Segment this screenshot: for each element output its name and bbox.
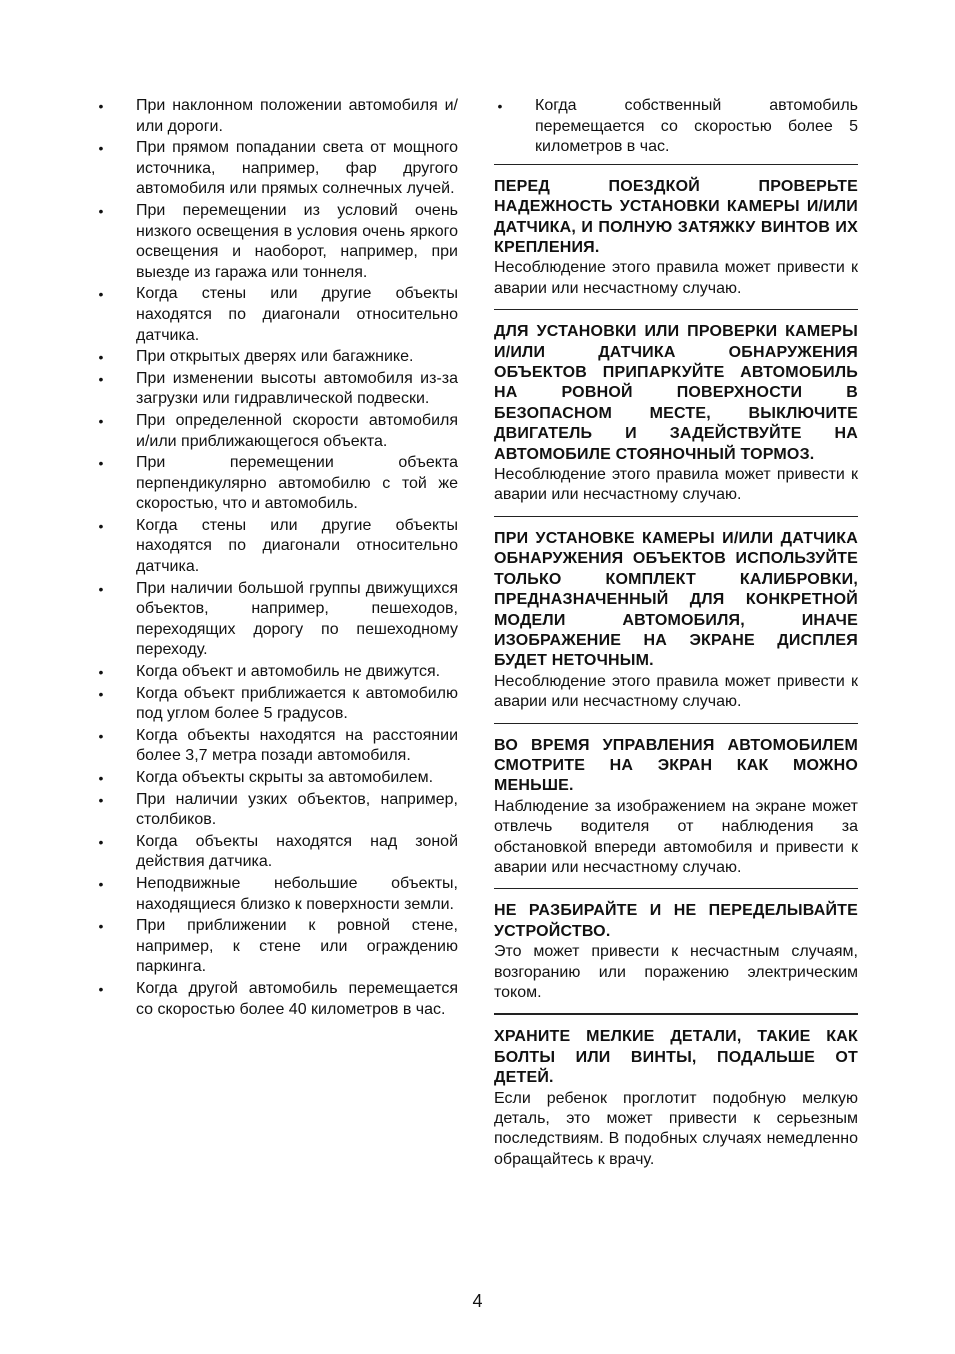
list-item-text: При изменении высоты автомобиля из-за загрузки или гидравлической подвески.: [136, 369, 458, 408]
warning-block: [494, 901, 858, 1003]
conditions-list-right: [494, 96, 858, 158]
list-item: [95, 684, 458, 725]
list-item: [95, 347, 458, 368]
divider: [494, 309, 858, 310]
warning-title: ДЛЯ УСТАНОВКИ ИЛИ ПРОВЕРКИ КАМЕРЫ И/ИЛИ ДАТЧИКА ОБНАРУЖЕНИЯ ОБЪЕКТОВ ПРИПАРКУЙТЕ АВТОМОБИЛЬ НА РОВНОЙ ПОВЕРХНОСТИ В БЕЗОПАСНОМ МЕСТЕ, ВЫКЛЮЧИТЕ ДВИГАТЕЛЬ И ЗАДЕЙСТВУЙТЕ НА АВТОМОБИЛЕ СТОЯНОЧНЫЙ ТОРМОЗ.: [494, 323, 858, 463]
list-item-text: Когда стены или другие объекты находятся по диагонали относительно датчика.: [136, 516, 458, 576]
list-item: [95, 916, 458, 978]
bullet-icon: •: [98, 370, 104, 387]
list-item: [95, 979, 458, 1020]
list-item: [95, 138, 458, 200]
bullet-icon: •: [98, 980, 104, 997]
bullet-icon: •: [98, 580, 104, 597]
list-item-text: При перемещении из условий очень низкого освещения в условия очень яркого освещения и наоборот, например, при выезде из гаража или тоннеля.: [136, 201, 458, 281]
warning-title: ВО ВРЕМЯ УПРАВЛЕНИЯ АВТОМОБИЛЕМ СМОТРИТЕ НА ЭКРАН КАК МОЖНО МЕНЬШЕ.: [494, 736, 858, 795]
right-column: [494, 96, 858, 1180]
list-item-text: При наличии узких объектов, например, столбиков.: [136, 790, 458, 829]
warning-block: [494, 177, 858, 299]
page-number: 4: [472, 1291, 483, 1311]
list-item: [95, 768, 458, 789]
list-item-text: При наклонном положении автомобиля и/или дороги.: [136, 97, 458, 135]
list-item-text: Когда объекты скрыты за автомобилем.: [136, 769, 434, 786]
warning-block: [494, 529, 858, 713]
list-item: [95, 726, 458, 767]
divider: [494, 164, 858, 165]
list-item: [494, 96, 858, 158]
warning-block: [494, 736, 858, 879]
warning-text: Несоблюдение этого правила может привести к аварии или несчастному случаю.: [494, 672, 858, 711]
bullet-icon: •: [98, 412, 104, 429]
list-item: [95, 874, 458, 915]
list-item: [95, 284, 458, 346]
list-item: [95, 369, 458, 410]
warning-text: Это может привести к несчастным случаям, возгоранию или поражению электрическим током.: [494, 943, 858, 1001]
bullet-icon: •: [98, 875, 104, 892]
bullet-icon: •: [98, 727, 104, 744]
list-item-text: Когда объекты находятся над зоной действия датчика.: [136, 832, 458, 871]
warning-text: Наблюдение за изображением на экране может отвлечь водителя от наблюдения за обстановкой впереди автомобиля и привести к аварии или несчастному случаю.: [494, 797, 858, 876]
left-column: [95, 96, 458, 1021]
warning-text: Несоблюдение этого правила может привести к аварии или несчастному случаю.: [494, 259, 858, 297]
list-item: [95, 201, 458, 283]
bullet-icon: •: [98, 833, 104, 850]
list-item-text: При приближении к ровной стене, например, к стене или ограждению паркинга.: [136, 917, 458, 976]
list-item: [95, 790, 458, 831]
warning-title: ПРИ УСТАНОВКЕ КАМЕРЫ И/ИЛИ ДАТЧИКА ОБНАРУЖЕНИЯ ОБЪЕКТОВ ИСПОЛЬЗУЙТЕ ТОЛЬКО КОМПЛЕКТ КАЛИБРОВКИ, ПРЕДНАЗНАЧЕННЫЙ ДЛЯ КОНКРЕТНОЙ МОДЕЛИ АВТОМОБИЛЯ, ИНАЧЕ ИЗОБРАЖЕНИЕ НА ЭКРАНЕ ДИСПЛЕЯ БУДЕТ НЕТОЧНЫМ.: [494, 529, 858, 670]
conditions-list-left: [95, 96, 458, 1020]
list-item-text: При определенной скорости автомобиля и/или приближающегося объекта.: [136, 411, 458, 450]
bullet-icon: •: [98, 286, 104, 303]
bullet-icon: •: [98, 791, 104, 808]
warning-block: [494, 322, 858, 506]
list-item: [95, 411, 458, 452]
bullet-icon: •: [98, 918, 104, 935]
bullet-icon: •: [98, 685, 104, 702]
list-item: [95, 453, 458, 515]
list-item-text: При открытых дверях или багажнике.: [136, 348, 414, 366]
list-item: [95, 662, 458, 683]
bullet-icon: •: [98, 664, 104, 681]
list-item-text: При прямом попадании света от мощного источника, например, фар другого автомобиля или прямых солнечных лучей.: [136, 139, 458, 198]
list-item-text: Неподвижные небольшие объекты, находящиеся близко к поверхности земли.: [136, 874, 458, 913]
divider: [494, 1013, 858, 1015]
bullet-icon: •: [98, 517, 104, 534]
bullet-icon: •: [98, 455, 104, 472]
divider: [494, 723, 858, 724]
warning-block: [494, 1027, 858, 1170]
list-item: [95, 832, 458, 873]
list-item-text: Когда объект приближается к автомобилю под углом более 5 градусов.: [136, 684, 458, 723]
bullet-icon: •: [98, 349, 104, 366]
bullet-icon: •: [98, 98, 104, 114]
bullet-icon: •: [98, 140, 104, 157]
list-item-text: Когда стены или другие объекты находятся по диагонали относительно датчика.: [136, 285, 458, 344]
list-item-text: Когда объекты находятся на расстоянии более 3,7 метра позади автомобиля.: [136, 726, 458, 765]
list-item: [95, 96, 458, 137]
list-item-text: Когда собственный автомобиль перемещается со скоростью более 5 километров в час.: [535, 97, 858, 156]
list-item-text: При наличии большой группы движущихся объектов, например, пешеходов, переходящих дорогу по пешеходному переходу.: [136, 579, 458, 659]
warning-text: Если ребенок проглотит подобную мелкую деталь, это может привести к серьезным последствиям. В подобных случаях немедленно обращайтесь к врачу.: [494, 1089, 858, 1168]
bullet-icon: •: [497, 98, 503, 114]
list-item: [95, 579, 458, 661]
list-item: [95, 516, 458, 578]
warning-title: ХРАНИТЕ МЕЛКИЕ ДЕТАЛИ, ТАКИЕ КАК БОЛТЫ ИЛИ ВИНТЫ, ПОДАЛЬШЕ ОТ ДЕТЕЙ.: [494, 1028, 858, 1087]
list-item-text: Когда объект и автомобиль не движутся.: [136, 663, 441, 681]
warning-title: ПЕРЕД ПОЕЗДКОЙ ПРОВЕРЬТЕ НАДЕЖНОСТЬ УСТАНОВКИ КАМЕРЫ И/ИЛИ ДАТЧИКА, И ПОЛНУЮ ЗАТЯЖКУ ВИНТОВ ИХ КРЕПЛЕНИЯ.: [494, 177, 858, 256]
divider: [494, 516, 858, 517]
warning-title: НЕ РАЗБИРАЙТЕ И НЕ ПЕРЕДЕЛЫВАЙТЕ УСТРОЙСТВО.: [494, 902, 858, 940]
list-item-text: Когда другой автомобиль перемещается со скоростью более 40 километров в час.: [136, 979, 458, 1018]
bullet-icon: •: [98, 202, 104, 219]
divider: [494, 888, 858, 889]
list-item-text: При перемещении объекта перпендикулярно автомобилю с той же скоростью, что и автомобиль.: [136, 454, 458, 513]
bullet-icon: •: [98, 770, 104, 786]
warning-text: Несоблюдение этого правила может привести к аварии или несчастному случаю.: [494, 466, 858, 504]
